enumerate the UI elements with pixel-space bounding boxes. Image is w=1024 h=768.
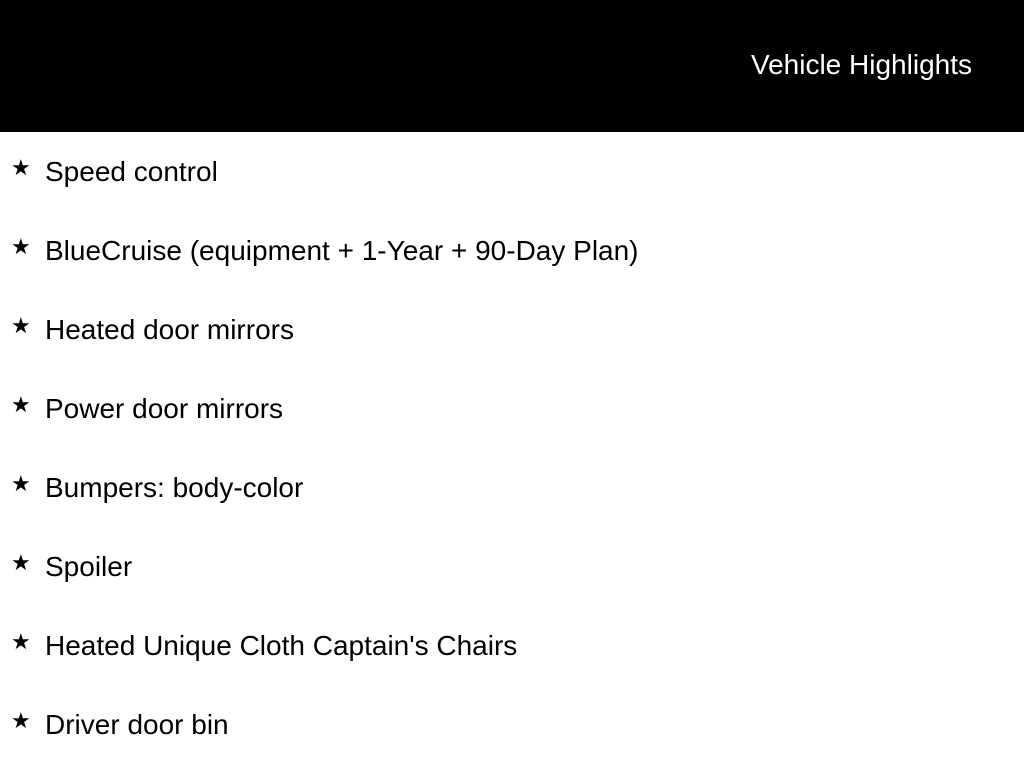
list-item: [0, 211, 1024, 290]
star-icon: ★: [11, 550, 31, 575]
star-icon: ★: [11, 155, 31, 180]
star-icon: ★: [11, 471, 31, 496]
highlight-label: Heated Unique Cloth Captain's Chairs: [45, 630, 518, 661]
list-item: [0, 369, 1024, 448]
highlight-label: Spoiler: [45, 551, 133, 582]
highlight-label: Heated door mirrors: [45, 314, 294, 345]
header-bar: [0, 0, 1024, 132]
highlights-list: [0, 132, 1024, 764]
star-icon: ★: [11, 708, 31, 733]
list-item: [0, 448, 1024, 527]
star-icon: ★: [11, 392, 31, 417]
star-icon: ★: [11, 629, 31, 654]
list-item: [0, 132, 1024, 211]
star-icon: ★: [11, 313, 31, 338]
highlight-label: BlueCruise (equipment + 1-Year + 90-Day Plan): [45, 235, 639, 266]
list-item: [0, 685, 1024, 764]
page-title: Vehicle Highlights: [750, 49, 972, 80]
highlight-label: Power door mirrors: [45, 393, 284, 424]
star-icon: ★: [11, 234, 31, 259]
highlight-label: Driver door bin: [45, 709, 229, 740]
list-item: [0, 527, 1024, 606]
list-item: [0, 606, 1024, 685]
highlight-label: Bumpers: body-color: [45, 472, 304, 503]
list-item: [0, 290, 1024, 369]
highlight-label: Speed control: [45, 156, 218, 187]
